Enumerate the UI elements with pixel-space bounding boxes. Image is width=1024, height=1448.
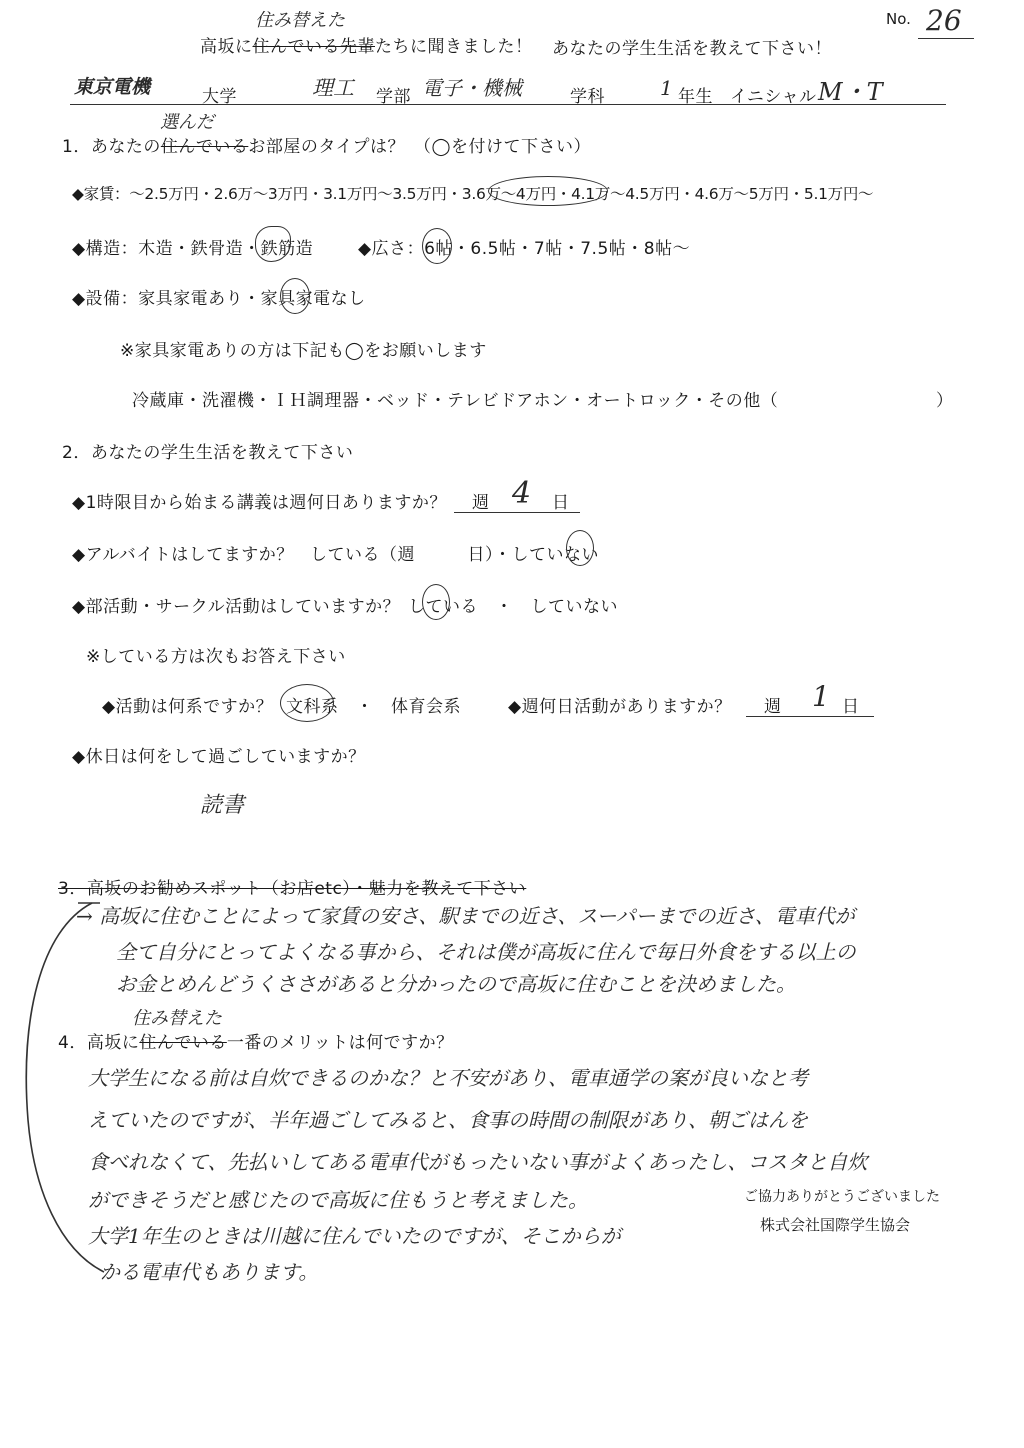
q3-answer-line1: → 高坂に住むことによって家賃の安さ、駅までの近さ、スーパーまでの近さ、電車代が [76, 904, 855, 928]
days-value: 1 [812, 680, 830, 713]
q2-title: 2．あなたの学生生活を教えて下さい [62, 443, 354, 463]
company-name: 株式会社国際学生協会 [760, 1216, 911, 1234]
year-value: 1 [660, 76, 673, 100]
rent-circle [488, 176, 608, 206]
q1-appliances: 冷蔵庫・洗濯機・ＩＨ調理器・ベッド・テレビドアホン・オートロック・その他（ [132, 391, 779, 411]
club-options: している ・ していない [408, 597, 618, 617]
title-part1: 高坂に [200, 37, 253, 57]
q3-answer-line2: 全て自分にとってよくなる事から、それは僕が高坂に住んで毎日外食をする以上の [116, 940, 856, 964]
q1-suffix: お部屋のタイプは？ （◯を付けて下さい） [248, 137, 592, 157]
club-circle [422, 584, 450, 620]
days-week: 週 [764, 697, 782, 717]
parttime-circle [566, 530, 594, 566]
department-label: 学科 [570, 87, 605, 107]
university-name: 東京電機 [74, 76, 151, 98]
q4-prefix: 4．高坂に [58, 1033, 140, 1053]
days-underline [746, 716, 874, 717]
year-label: 年生 [678, 87, 713, 107]
holiday-answer: 読書 [200, 793, 245, 818]
activity-circle [280, 684, 334, 722]
q3-title: 3．高坂のお勧めスポット（お店etc）・魅力を教えて下さい [58, 879, 527, 899]
activity-options: 文科系 ・ 体育会系 [286, 697, 461, 717]
title-part2: たちに聞きました！ [375, 37, 533, 57]
header-subtitle: あなたの学生生活を教えて下さい！ [552, 39, 832, 59]
first-period-day: 日 [552, 493, 570, 513]
department-name: 電子・機械 [422, 76, 522, 100]
club-note: ※している方は次もお答え下さい [86, 647, 346, 667]
first-period-week: 週 [472, 493, 490, 513]
header-title [200, 32, 533, 57]
days-day: 日 [842, 697, 860, 717]
parttime-options: している（週 日）・していない [310, 545, 599, 565]
q4-answer-line5: 大学1年生のときは川越に住んでいたのですが、そこからが [88, 1224, 621, 1248]
first-period-question: ◆1時限目から始まる講義は週何日ありますか？ [72, 493, 447, 513]
faculty-name: 理工 [312, 76, 354, 100]
number-underline [918, 38, 974, 39]
initial-label: イニシャル [730, 87, 817, 107]
faculty-label: 学部 [376, 87, 411, 107]
initial-value: M・T [818, 78, 883, 106]
q1-structure: ◆構造：木造・鉄骨造・鉄筋造 [72, 239, 314, 259]
q1-appliance-note: ※家具家電ありの方は下記も◯をお願いします [120, 341, 487, 361]
q4-suffix: 一番のメリットは何ですか？ [226, 1033, 454, 1053]
thanks-text: ご協力ありがとうございました [744, 1189, 940, 1205]
q1-prefix: 1．あなたの [62, 137, 161, 157]
q4-answer-line3: 食べれなくて、先払いしてある電車代がもったいない事がよくあったし、コスタと自炊 [88, 1150, 868, 1174]
first-period-underline [454, 512, 580, 513]
q1-rent: ◆家賃：～2.5万円・2.6万～3万円・3.1万円～3.5万円・3.6万～4万円・4.1万～4.5万円・4.6万～5万円・5.1万円～ [72, 185, 874, 203]
parttime-question: ◆アルバイトはしてますか？ [72, 545, 294, 565]
title-struck: 住んでいる先輩 [252, 37, 375, 57]
number-value: 26 [926, 4, 962, 37]
activity-question: ◆活動は何系ですか？ [102, 697, 274, 717]
q4-answer-line4: ができそうだと感じたので高坂に住もうと考えました。 [88, 1188, 588, 1212]
university-label: 大学 [202, 87, 237, 107]
q1-equipment: ◆設備：家具家電あり・家具家電なし [72, 289, 366, 309]
holiday-question: ◆休日は何をして過ごしていますか？ [72, 747, 366, 767]
size-circle [422, 228, 452, 264]
q4-struck: 住んでいる [139, 1033, 227, 1053]
student-info-underline [70, 104, 946, 105]
first-period-value: 4 [512, 476, 532, 511]
equipment-circle [280, 278, 310, 314]
club-question: ◆部活動・サークル活動はしていますか？ [72, 597, 401, 617]
q4-insert-handwritten: 住み替えた [132, 1008, 222, 1029]
q4-answer-line1: 大学生になる前は自炊できるのかな？と不安があり、電車通学の案が良いなと考 [88, 1066, 808, 1090]
days-question: ◆週何日活動がありますか？ [508, 697, 732, 717]
q4-answer-line6: かる電車代もあります。 [100, 1260, 319, 1284]
q1-size: ◆広さ：6帖・6.5帖・7帖・7.5帖・8帖～ [358, 239, 691, 259]
q4-title [58, 1028, 454, 1053]
q3-answer-line3: お金とめんどうくささがあると分かったので高坂に住むことを決めました。 [116, 972, 796, 996]
q1-title [62, 132, 591, 157]
q1-struck: 住んでいる [160, 137, 249, 157]
q4-answer-line2: えていたのですが、半年過ごしてみると、食事の時間の制限があり、朝ごはんを [88, 1108, 808, 1132]
q1-insert-handwritten: 選んだ [160, 112, 214, 133]
title-insert-handwritten: 住み替えた [255, 10, 345, 31]
q1-appliances-close: ） [936, 391, 954, 411]
number-label: No. [886, 10, 911, 28]
